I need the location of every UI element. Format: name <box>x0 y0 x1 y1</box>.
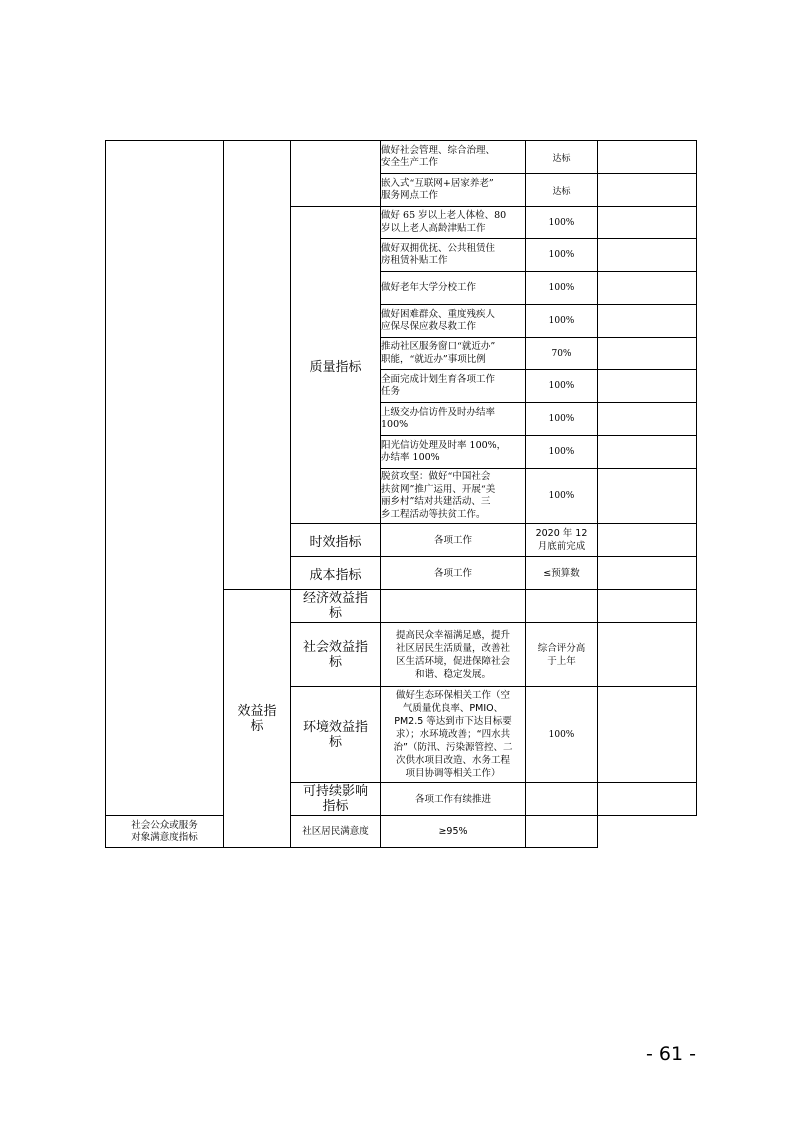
remark-cell <box>598 370 697 403</box>
indicator-content: 各项工作 <box>381 557 526 590</box>
indicator-target: 2020 年 12 月底前完成 <box>526 524 598 557</box>
benefit-indicator-label: 效益指 标 <box>224 590 291 848</box>
indicator-content: 阳光信访处理及时率 100%， 办结率 100% <box>381 436 526 469</box>
indicator-target: 100% <box>526 305 598 338</box>
indicator-content: 做好老年大学分校工作 <box>381 272 526 305</box>
social-benefit-label: 社会效益指 标 <box>291 623 381 687</box>
table-row <box>106 141 697 174</box>
remark-cell <box>598 557 697 590</box>
remark-cell <box>598 403 697 436</box>
indicator-target: 100% <box>526 239 598 272</box>
indicator-content: 社区居民满意度 <box>291 816 381 848</box>
remark-cell <box>598 239 697 272</box>
cost-indicator-label: 成本指标 <box>291 557 381 590</box>
page-number: - 61 - <box>646 1043 696 1065</box>
indicator-content <box>381 590 526 623</box>
remark-cell <box>598 687 697 783</box>
indicator-content: 嵌入式“互联网+居家养老” 服务网点工作 <box>381 174 526 207</box>
indicator-target: 100% <box>526 207 598 239</box>
output-indicator-cell <box>224 141 291 590</box>
indicator-content: 各项工作有续推进 <box>381 783 526 816</box>
indicator-content: 做好社会管理、综合治理、 安全生产工作 <box>381 141 526 174</box>
indicator-content: 全面完成计划生育各项工作 任务 <box>381 370 526 403</box>
remark-cell <box>598 623 697 687</box>
performance-indicator-table <box>105 140 697 848</box>
remark-cell <box>598 338 697 370</box>
remark-cell <box>598 272 697 305</box>
timeliness-indicator-label: 时效指标 <box>291 524 381 557</box>
remark-cell <box>526 816 598 848</box>
indicator-target: 100% <box>526 687 598 783</box>
indicator-content: 做好生态环保相关工作（空 气质量优良率、PMIO、 PM2.5 等达到市下达目标要 求）；水环境改善；“四水共 治”（防汛、污染源管控、二 次供水项目改造、水务工程 项目协调等相关工作） <box>381 687 526 783</box>
satisfaction-indicator-label: 社会公众或服务 对象满意度指标 <box>106 816 224 848</box>
remark-cell <box>598 436 697 469</box>
indicator-content: 做好困难群众、重度残疾人 应保尽保应救尽救工作 <box>381 305 526 338</box>
indicator-content: 脱贫攻坚：做好“中国社会 扶贫网”推广运用、开展“美 丽乡村”结对共建活动、三 乡工程活动等扶贫工作。 <box>381 469 526 524</box>
remark-cell <box>598 469 697 524</box>
remark-cell <box>598 524 697 557</box>
remark-cell <box>598 590 697 623</box>
indicator-content: 做好 65 岁以上老人体检、80 岁以上老人高龄津贴工作 <box>381 207 526 239</box>
environment-benefit-label: 环境效益指 标 <box>291 687 381 783</box>
indicator-content: 各项工作 <box>381 524 526 557</box>
indicator-content: 做好双拥优抚、公共租赁住 房租赁补贴工作 <box>381 239 526 272</box>
indicator-target <box>526 590 598 623</box>
remark-cell <box>598 305 697 338</box>
indicator-target: 70% <box>526 338 598 370</box>
remark-cell <box>598 207 697 239</box>
indicator-target: 达标 <box>526 141 598 174</box>
remark-cell <box>598 783 697 816</box>
indicator-content: 提高民众幸福满足感，提升 社区居民生活质量，改善社 区生活环境，促进保障社会 和谐、稳定发展。 <box>381 623 526 687</box>
indicator-target: 达标 <box>526 174 598 207</box>
indicator-target: 100% <box>526 469 598 524</box>
indicator-target: 综合评分高 于上年 <box>526 623 598 687</box>
remark-cell <box>598 141 697 174</box>
economic-benefit-label: 经济效益指 标 <box>291 590 381 623</box>
prev-subcategory-cell <box>291 141 381 207</box>
indicator-target: ≤预算数 <box>526 557 598 590</box>
indicator-content: 推动社区服务窗口“就近办” 职能，“就近办”事项比例 <box>381 338 526 370</box>
indicator-target: 100% <box>526 370 598 403</box>
quality-indicator-label: 质量指标 <box>291 207 381 524</box>
sustainable-impact-label: 可持续影响 指标 <box>291 783 381 816</box>
indicator-content: 上级交办信访件及时办结率 100% <box>381 403 526 436</box>
indicator-target <box>526 783 598 816</box>
table-row <box>106 816 697 848</box>
indicator-target: 100% <box>526 403 598 436</box>
remark-cell <box>598 174 697 207</box>
category-cell <box>106 141 224 816</box>
indicator-target: ≥95% <box>381 816 526 848</box>
indicator-target: 100% <box>526 436 598 469</box>
indicator-target: 100% <box>526 272 598 305</box>
